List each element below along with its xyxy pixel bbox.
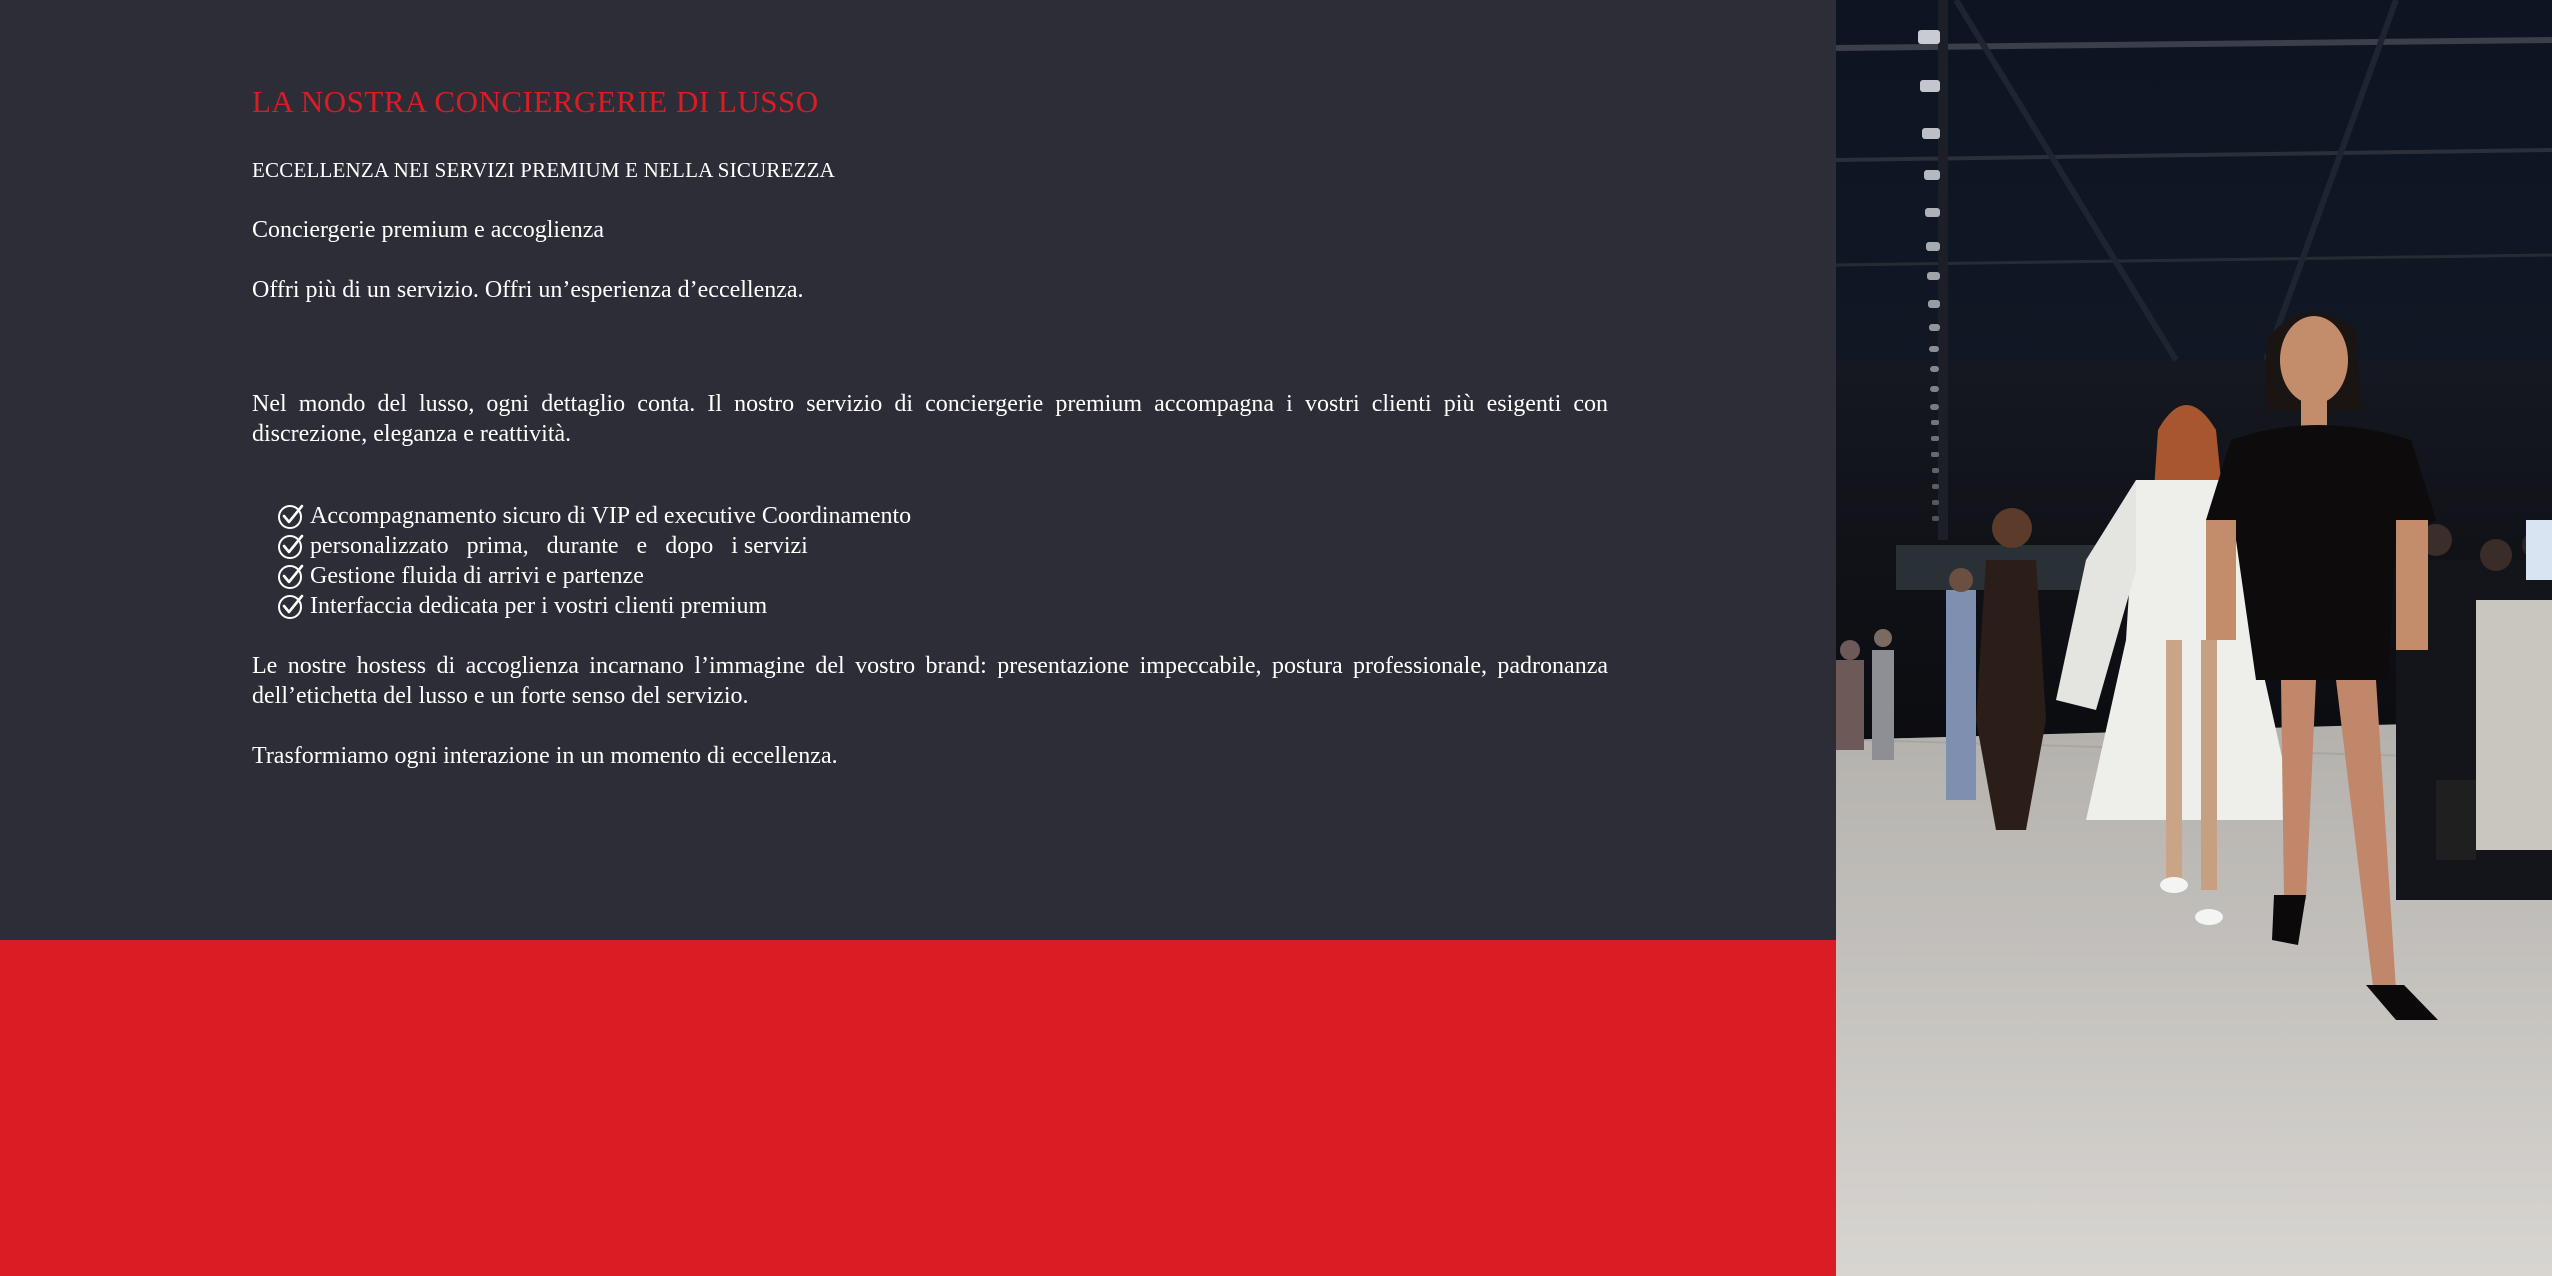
page-title: LA NOSTRA CONCIERGERIE DI LUSSO — [252, 84, 819, 119]
feature-item — [276, 561, 1608, 591]
check-circle-icon — [276, 591, 306, 621]
feature-list — [276, 501, 1608, 621]
feature-item — [276, 531, 1608, 561]
check-circle-icon — [276, 531, 306, 561]
check-circle-icon — [276, 501, 306, 531]
feature-item — [276, 501, 1608, 531]
runway-photo — [1836, 0, 2552, 1276]
closing-text: Trasformiamo ogni interazione in un momento di eccellenza. — [252, 743, 838, 769]
feature-label: Interfaccia dedicata per i vostri clienti premium — [310, 593, 768, 619]
feature-label: personalizzato prima, durante e dopo i servizi — [310, 533, 808, 559]
lead-text: Conciergerie premium e accoglienza — [252, 217, 605, 243]
page-subtitle: ECCELLENZA NEI SERVIZI PREMIUM E NELLA SICUREZZA — [252, 158, 836, 182]
feature-label: Gestione fluida di arrivi e partenze — [310, 563, 644, 589]
intro-paragraph: Nel mondo del lusso, ogni dettaglio conta. Il nostro servizio di conciergerie premium accompagna i vostri clienti più esigenti con discrezione, eleganza e reattività. — [252, 391, 1608, 447]
tagline-text: Offri più di un servizio. Offri un’esperienza d’eccellenza. — [252, 277, 804, 303]
check-circle-icon — [276, 561, 306, 591]
red-accent-band — [0, 940, 1836, 1276]
feature-item — [276, 591, 1608, 621]
content-block — [252, 82, 1608, 771]
hostess-paragraph: Le nostre hostess di accoglienza incarnano l’immagine del vostro brand: presentazione impeccabile, postura professionale, padronanza dell’etichetta del lusso e un forte senso del servizio. — [252, 653, 1608, 709]
feature-label: Accompagnamento sicuro di VIP ed executive Coordinamento — [310, 503, 912, 529]
